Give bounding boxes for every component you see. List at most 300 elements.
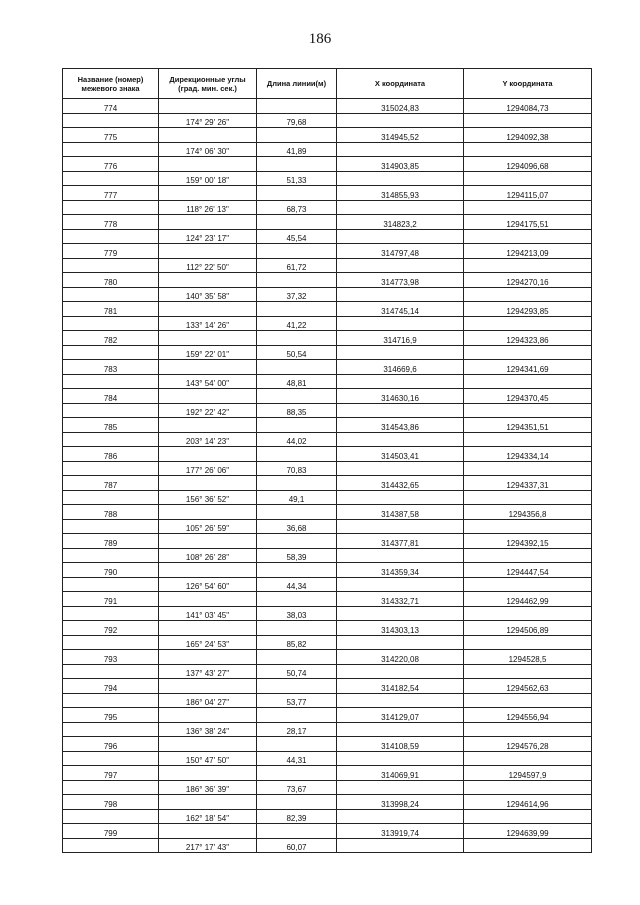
point-x: 313919,74	[337, 824, 464, 839]
segment-direction: 174° 29' 26"	[159, 114, 257, 128]
segment-direction: 174° 06' 30"	[159, 143, 257, 157]
point-y: 1294115,07	[464, 186, 592, 201]
segment-row	[63, 404, 592, 418]
point-name: 789	[63, 534, 159, 549]
empty-cell	[464, 259, 592, 273]
empty-cell	[464, 578, 592, 592]
point-name: 793	[63, 650, 159, 665]
empty-cell	[63, 665, 159, 679]
empty-cell	[159, 795, 257, 810]
point-y: 1294084,73	[464, 99, 592, 114]
segment-length: 53,77	[257, 694, 337, 708]
empty-cell	[464, 404, 592, 418]
empty-cell	[337, 346, 464, 360]
point-x: 313998,24	[337, 795, 464, 810]
point-row	[63, 331, 592, 346]
point-x: 314108,59	[337, 737, 464, 752]
empty-cell	[257, 505, 337, 520]
point-x: 314903,85	[337, 157, 464, 172]
table-header-row	[63, 69, 592, 99]
point-row	[63, 244, 592, 259]
segment-direction: 140° 35' 58"	[159, 288, 257, 302]
point-y: 1294175,51	[464, 215, 592, 230]
segment-length: 41,22	[257, 317, 337, 331]
point-y: 1294341,69	[464, 360, 592, 375]
point-x: 314630,16	[337, 389, 464, 404]
empty-cell	[257, 708, 337, 723]
segment-row	[63, 839, 592, 853]
point-x: 314945,52	[337, 128, 464, 143]
point-x: 315024,83	[337, 99, 464, 114]
empty-cell	[337, 433, 464, 447]
segment-length: 49,1	[257, 491, 337, 505]
empty-cell	[63, 607, 159, 621]
empty-cell	[63, 404, 159, 418]
empty-cell	[159, 824, 257, 839]
point-row	[63, 679, 592, 694]
point-y: 1294447,54	[464, 563, 592, 578]
segment-direction: 126° 54' 60"	[159, 578, 257, 592]
segment-row	[63, 462, 592, 476]
segment-length: 45,54	[257, 230, 337, 244]
empty-cell	[464, 433, 592, 447]
point-name: 792	[63, 621, 159, 636]
segment-direction: 136° 38' 24"	[159, 723, 257, 737]
segment-length: 48,81	[257, 375, 337, 389]
empty-cell	[464, 230, 592, 244]
point-row	[63, 737, 592, 752]
empty-cell	[464, 346, 592, 360]
segment-direction: 186° 04' 27"	[159, 694, 257, 708]
segment-direction: 217° 17' 43"	[159, 839, 257, 853]
segment-row	[63, 259, 592, 273]
empty-cell	[464, 752, 592, 766]
segment-row	[63, 317, 592, 331]
point-y: 1294337,31	[464, 476, 592, 491]
point-x: 314359,34	[337, 563, 464, 578]
point-y: 1294576,28	[464, 737, 592, 752]
empty-cell	[337, 781, 464, 795]
empty-cell	[464, 375, 592, 389]
segment-row	[63, 810, 592, 824]
point-row	[63, 824, 592, 839]
segment-length: 79,68	[257, 114, 337, 128]
empty-cell	[159, 534, 257, 549]
segment-direction: 112° 22' 50"	[159, 259, 257, 273]
segment-length: 38,03	[257, 607, 337, 621]
point-y: 1294528,5	[464, 650, 592, 665]
empty-cell	[464, 839, 592, 853]
segment-direction: 156° 36' 52"	[159, 491, 257, 505]
point-y: 1294392,15	[464, 534, 592, 549]
empty-cell	[337, 114, 464, 128]
point-x: 314855,93	[337, 186, 464, 201]
empty-cell	[257, 128, 337, 143]
empty-cell	[337, 694, 464, 708]
segment-length: 70,83	[257, 462, 337, 476]
empty-cell	[337, 839, 464, 853]
point-row	[63, 708, 592, 723]
empty-cell	[257, 157, 337, 172]
segment-length: 37,32	[257, 288, 337, 302]
empty-cell	[257, 99, 337, 114]
empty-cell	[257, 389, 337, 404]
empty-cell	[63, 839, 159, 853]
point-name: 776	[63, 157, 159, 172]
point-name: 783	[63, 360, 159, 375]
empty-cell	[337, 578, 464, 592]
point-row	[63, 621, 592, 636]
empty-cell	[159, 650, 257, 665]
point-y: 1294213,09	[464, 244, 592, 259]
empty-cell	[257, 592, 337, 607]
empty-cell	[63, 694, 159, 708]
segment-direction: 137° 43' 27"	[159, 665, 257, 679]
point-y: 1294096,68	[464, 157, 592, 172]
point-y: 1294351,51	[464, 418, 592, 433]
empty-cell	[159, 679, 257, 694]
segment-direction: 118° 26' 13"	[159, 201, 257, 215]
point-row	[63, 795, 592, 810]
segment-length: 50,54	[257, 346, 337, 360]
point-y: 1294270,16	[464, 273, 592, 288]
segment-length: 44,34	[257, 578, 337, 592]
empty-cell	[257, 215, 337, 230]
point-y: 1294506,89	[464, 621, 592, 636]
empty-cell	[464, 694, 592, 708]
point-name: 790	[63, 563, 159, 578]
empty-cell	[464, 665, 592, 679]
empty-cell	[337, 607, 464, 621]
segment-direction: 143° 54' 00"	[159, 375, 257, 389]
empty-cell	[257, 186, 337, 201]
segment-row	[63, 549, 592, 563]
empty-cell	[337, 491, 464, 505]
segment-length: 51,33	[257, 172, 337, 186]
point-name: 798	[63, 795, 159, 810]
point-name: 785	[63, 418, 159, 433]
point-name: 781	[63, 302, 159, 317]
empty-cell	[63, 781, 159, 795]
segment-row	[63, 491, 592, 505]
segment-direction: 150° 47' 50"	[159, 752, 257, 766]
empty-cell	[63, 491, 159, 505]
point-row	[63, 476, 592, 491]
segment-row	[63, 433, 592, 447]
point-name: 777	[63, 186, 159, 201]
point-row	[63, 389, 592, 404]
empty-cell	[63, 230, 159, 244]
empty-cell	[337, 375, 464, 389]
header-length: Длина линии(м)	[257, 69, 337, 99]
segment-length: 58,39	[257, 549, 337, 563]
empty-cell	[159, 621, 257, 636]
empty-cell	[63, 723, 159, 737]
empty-cell	[464, 143, 592, 157]
empty-cell	[337, 752, 464, 766]
point-row	[63, 186, 592, 201]
point-x: 314543,86	[337, 418, 464, 433]
empty-cell	[337, 143, 464, 157]
segment-length: 88,35	[257, 404, 337, 418]
segment-row	[63, 781, 592, 795]
segment-row	[63, 346, 592, 360]
empty-cell	[159, 244, 257, 259]
point-y: 1294323,86	[464, 331, 592, 346]
empty-cell	[159, 186, 257, 201]
empty-cell	[337, 259, 464, 273]
segment-row	[63, 636, 592, 650]
segment-row	[63, 172, 592, 186]
point-x: 314182,54	[337, 679, 464, 694]
point-name: 774	[63, 99, 159, 114]
empty-cell	[464, 520, 592, 534]
point-y: 1294597,9	[464, 766, 592, 781]
point-y: 1294092,38	[464, 128, 592, 143]
empty-cell	[159, 215, 257, 230]
segment-length: 28,17	[257, 723, 337, 737]
empty-cell	[337, 404, 464, 418]
empty-cell	[63, 462, 159, 476]
segment-row	[63, 694, 592, 708]
segment-direction: 177° 26' 06"	[159, 462, 257, 476]
empty-cell	[257, 766, 337, 781]
empty-cell	[159, 737, 257, 752]
point-x: 314797,48	[337, 244, 464, 259]
point-row	[63, 650, 592, 665]
empty-cell	[63, 810, 159, 824]
empty-cell	[464, 781, 592, 795]
segment-length: 44,31	[257, 752, 337, 766]
point-row	[63, 592, 592, 607]
empty-cell	[337, 230, 464, 244]
empty-cell	[63, 288, 159, 302]
empty-cell	[257, 302, 337, 317]
empty-cell	[464, 636, 592, 650]
point-y: 1294614,96	[464, 795, 592, 810]
empty-cell	[464, 201, 592, 215]
point-x: 314129,07	[337, 708, 464, 723]
point-name: 796	[63, 737, 159, 752]
segment-row	[63, 143, 592, 157]
point-name: 794	[63, 679, 159, 694]
point-row	[63, 418, 592, 433]
segment-direction: 159° 22' 01"	[159, 346, 257, 360]
empty-cell	[63, 114, 159, 128]
empty-cell	[464, 288, 592, 302]
point-name: 782	[63, 331, 159, 346]
segment-row	[63, 201, 592, 215]
segment-row	[63, 230, 592, 244]
point-x: 314716,9	[337, 331, 464, 346]
empty-cell	[257, 563, 337, 578]
segment-length: 85,82	[257, 636, 337, 650]
segment-direction: 203° 14' 23"	[159, 433, 257, 447]
point-x: 314669,6	[337, 360, 464, 375]
point-name: 784	[63, 389, 159, 404]
empty-cell	[257, 534, 337, 549]
point-row	[63, 128, 592, 143]
segment-length: 68,73	[257, 201, 337, 215]
empty-cell	[337, 520, 464, 534]
header-direction: Дирекционные углы (град. мин. сек.)	[159, 69, 257, 99]
segment-direction: 133° 14' 26"	[159, 317, 257, 331]
segment-length: 61,72	[257, 259, 337, 273]
point-y: 1294639,99	[464, 824, 592, 839]
point-y: 1294462,99	[464, 592, 592, 607]
empty-cell	[464, 172, 592, 186]
empty-cell	[159, 99, 257, 114]
segment-length: 36,68	[257, 520, 337, 534]
point-row	[63, 534, 592, 549]
empty-cell	[257, 737, 337, 752]
empty-cell	[63, 143, 159, 157]
empty-cell	[159, 563, 257, 578]
empty-cell	[159, 505, 257, 520]
header-x: X координата	[337, 69, 464, 99]
point-x: 314220,08	[337, 650, 464, 665]
empty-cell	[257, 824, 337, 839]
point-name: 787	[63, 476, 159, 491]
point-name: 799	[63, 824, 159, 839]
segment-row	[63, 723, 592, 737]
empty-cell	[257, 273, 337, 288]
empty-cell	[464, 491, 592, 505]
segment-direction: 124° 23' 17"	[159, 230, 257, 244]
point-name: 791	[63, 592, 159, 607]
empty-cell	[464, 549, 592, 563]
empty-cell	[257, 795, 337, 810]
empty-cell	[159, 157, 257, 172]
point-x: 314773,98	[337, 273, 464, 288]
empty-cell	[464, 810, 592, 824]
point-x: 314823,2	[337, 215, 464, 230]
empty-cell	[63, 201, 159, 215]
point-x: 314387,58	[337, 505, 464, 520]
empty-cell	[337, 317, 464, 331]
segment-row	[63, 520, 592, 534]
segment-length: 50,74	[257, 665, 337, 679]
empty-cell	[159, 418, 257, 433]
empty-cell	[464, 114, 592, 128]
empty-cell	[63, 259, 159, 273]
empty-cell	[257, 621, 337, 636]
point-y: 1294293,85	[464, 302, 592, 317]
point-name: 795	[63, 708, 159, 723]
point-y: 1294562,63	[464, 679, 592, 694]
empty-cell	[159, 708, 257, 723]
segment-length: 41,89	[257, 143, 337, 157]
empty-cell	[63, 317, 159, 331]
segment-length: 60,07	[257, 839, 337, 853]
segment-direction: 141° 03' 45"	[159, 607, 257, 621]
empty-cell	[159, 302, 257, 317]
empty-cell	[337, 172, 464, 186]
empty-cell	[159, 360, 257, 375]
point-name: 786	[63, 447, 159, 462]
empty-cell	[464, 607, 592, 621]
empty-cell	[337, 201, 464, 215]
point-row	[63, 360, 592, 375]
empty-cell	[159, 766, 257, 781]
empty-cell	[464, 723, 592, 737]
header-name: Название (номер) межевого знака	[63, 69, 159, 99]
segment-row	[63, 607, 592, 621]
empty-cell	[159, 389, 257, 404]
table-body	[63, 99, 592, 853]
empty-cell	[63, 172, 159, 186]
point-row	[63, 505, 592, 520]
segment-length: 82,39	[257, 810, 337, 824]
point-row	[63, 766, 592, 781]
point-y: 1294334,14	[464, 447, 592, 462]
point-x: 314432,65	[337, 476, 464, 491]
empty-cell	[159, 476, 257, 491]
empty-cell	[63, 520, 159, 534]
segment-direction: 192° 22' 42"	[159, 404, 257, 418]
empty-cell	[337, 810, 464, 824]
empty-cell	[63, 433, 159, 447]
empty-cell	[337, 549, 464, 563]
segment-direction: 108° 26' 28"	[159, 549, 257, 563]
empty-cell	[159, 447, 257, 462]
point-x: 314377,81	[337, 534, 464, 549]
empty-cell	[159, 331, 257, 346]
empty-cell	[159, 128, 257, 143]
point-row	[63, 273, 592, 288]
point-y: 1294356,8	[464, 505, 592, 520]
empty-cell	[257, 679, 337, 694]
point-name: 788	[63, 505, 159, 520]
segment-direction: 105° 26' 59"	[159, 520, 257, 534]
segment-row	[63, 375, 592, 389]
point-name: 797	[63, 766, 159, 781]
empty-cell	[464, 462, 592, 476]
point-row	[63, 157, 592, 172]
point-y: 1294556,94	[464, 708, 592, 723]
point-x: 314069,91	[337, 766, 464, 781]
segment-direction: 159° 00' 18"	[159, 172, 257, 186]
empty-cell	[63, 578, 159, 592]
segment-length: 73,67	[257, 781, 337, 795]
empty-cell	[257, 476, 337, 491]
segment-row	[63, 752, 592, 766]
point-x: 314503,41	[337, 447, 464, 462]
point-row	[63, 447, 592, 462]
segment-direction: 162° 18' 54"	[159, 810, 257, 824]
empty-cell	[63, 549, 159, 563]
point-y: 1294370,45	[464, 389, 592, 404]
empty-cell	[257, 244, 337, 259]
empty-cell	[159, 273, 257, 288]
empty-cell	[464, 317, 592, 331]
segment-row	[63, 114, 592, 128]
segment-row	[63, 665, 592, 679]
empty-cell	[337, 723, 464, 737]
point-name: 780	[63, 273, 159, 288]
segment-direction: 186° 36' 39"	[159, 781, 257, 795]
boundary-coordinates-table	[62, 68, 592, 853]
point-x: 314303,13	[337, 621, 464, 636]
empty-cell	[257, 418, 337, 433]
point-row	[63, 563, 592, 578]
point-x: 314745,14	[337, 302, 464, 317]
empty-cell	[257, 331, 337, 346]
point-row	[63, 215, 592, 230]
point-name: 778	[63, 215, 159, 230]
empty-cell	[63, 752, 159, 766]
empty-cell	[63, 636, 159, 650]
